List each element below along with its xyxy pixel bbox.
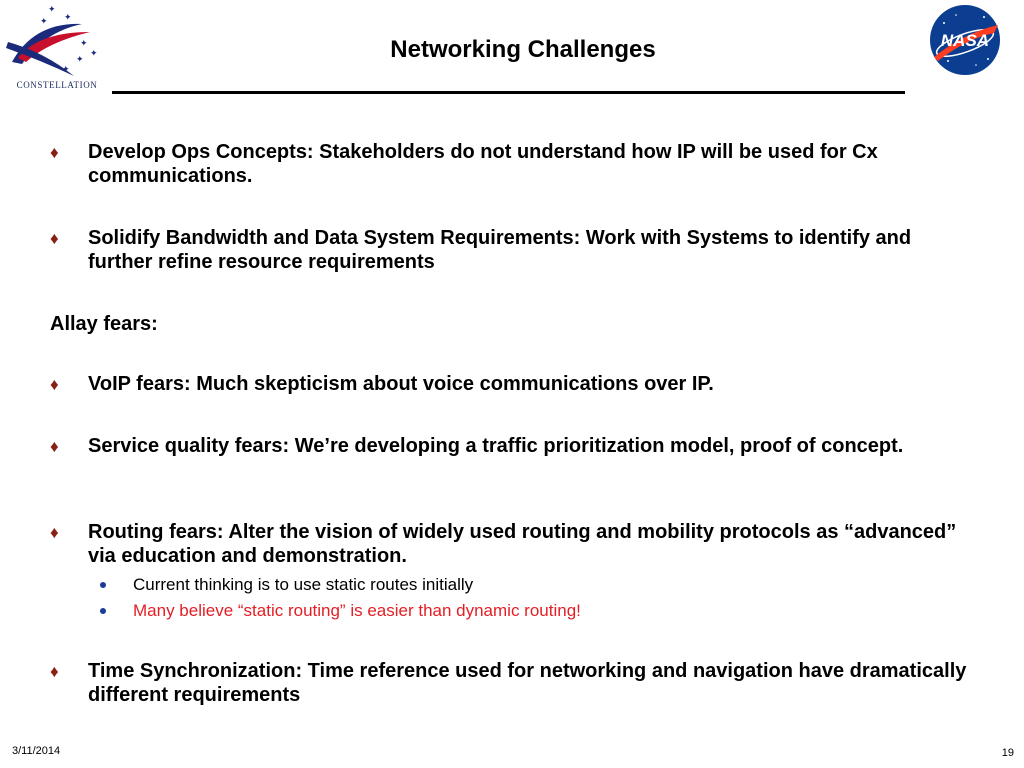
bullet-text: Service quality fears: We’re developing a traffic prioritization model, proof of concept. xyxy=(88,435,904,457)
nasa-logo-text: NASA xyxy=(940,31,990,50)
list-item xyxy=(50,372,980,396)
sub-list-item xyxy=(100,574,960,596)
svg-text:✦: ✦ xyxy=(48,5,56,15)
list-item xyxy=(50,659,980,707)
list-item xyxy=(50,434,980,458)
list-item xyxy=(50,520,980,568)
diamond-bullet-icon: ♦ xyxy=(50,437,59,456)
page-number: 19 xyxy=(1001,747,1014,759)
slide-title: Networking Challenges xyxy=(390,36,656,63)
bullet-text: Routing fears: Alter the vision of widely used routing and mobility protocols as “advanced” via education and demonstration. xyxy=(88,521,957,567)
diamond-bullet-icon: ♦ xyxy=(50,375,59,394)
dot-bullet-icon xyxy=(100,582,106,588)
diamond-bullet-icon: ♦ xyxy=(50,662,59,681)
svg-text:✦: ✦ xyxy=(40,17,48,27)
bullet-text: VoIP fears: Much skepticism about voice communications over IP. xyxy=(88,373,714,395)
diamond-bullet-icon: ♦ xyxy=(50,143,59,162)
svg-text:✦: ✦ xyxy=(64,13,72,23)
bullet-text: Time Synchronization: Time reference used for networking and navigation have dramatically different requirements xyxy=(88,660,967,706)
sub-bullet-text: Current thinking is to use static routes initially xyxy=(133,575,474,594)
diamond-bullet-icon: ♦ xyxy=(50,229,59,248)
sub-list-item xyxy=(100,600,960,622)
bullet-text: Develop Ops Concepts: Stakeholders do not understand how IP will be used for Cx communications. xyxy=(88,141,878,187)
constellation-logo-text: CONSTELLATION xyxy=(16,80,98,90)
sub-bullet-text-highlight: Many believe “static routing” is easier than dynamic routing! xyxy=(133,601,581,620)
section-heading: Allay fears: xyxy=(50,313,158,335)
diamond-bullet-icon: ♦ xyxy=(50,523,59,542)
footer-date: 3/11/2014 xyxy=(12,745,61,757)
svg-text:✦: ✦ xyxy=(80,39,88,49)
dot-bullet-icon xyxy=(100,608,106,614)
svg-text:✦: ✦ xyxy=(76,55,84,65)
list-item xyxy=(50,140,980,188)
list-item xyxy=(50,226,980,274)
bullet-text: Solidify Bandwidth and Data System Requirements: Work with Systems to identify and further refine resource requirements xyxy=(88,227,912,273)
svg-text:✦: ✦ xyxy=(90,49,98,59)
svg-text:✦: ✦ xyxy=(62,65,70,75)
